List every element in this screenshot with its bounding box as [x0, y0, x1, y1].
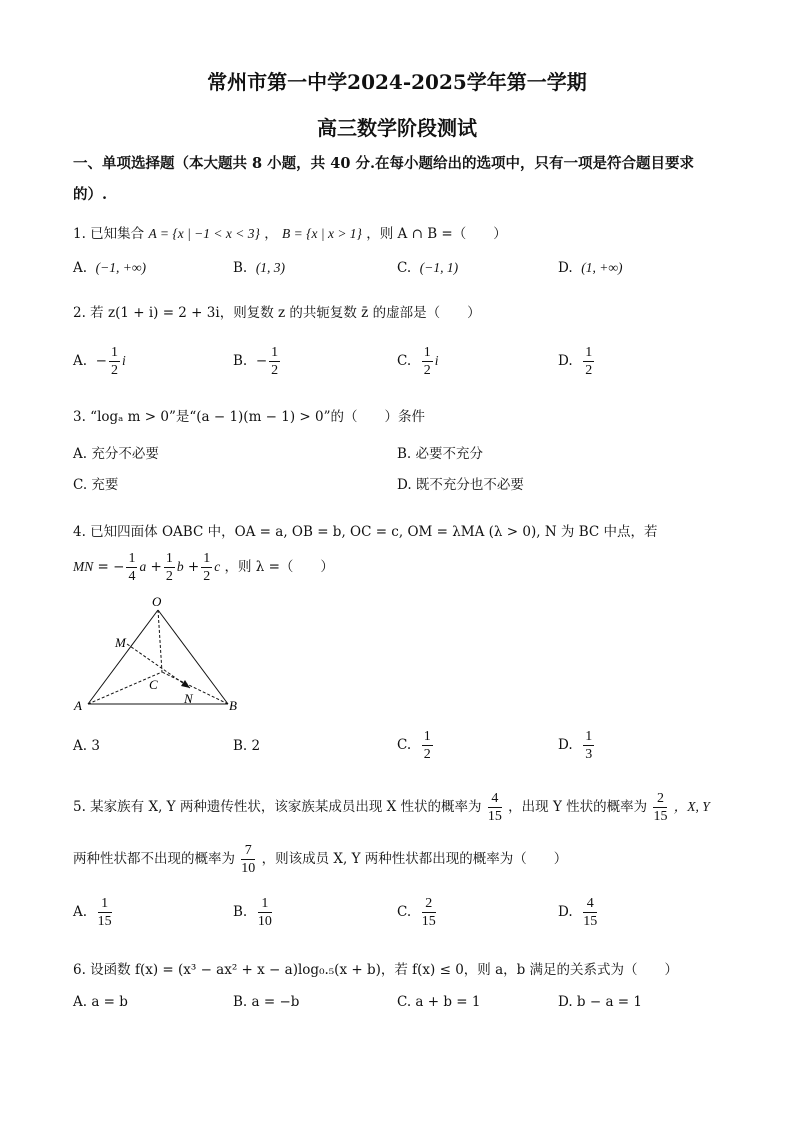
set-a: A = {x | −1 < x < 3} [148, 226, 260, 241]
q3-option-d: D. 既不充分也不必要 [397, 477, 524, 493]
section-heading: 一、单项选择题（本大题共 8 小题，共 40 分.在每小题给出的选项中，只有一项是符合题目要求的）. [73, 155, 695, 203]
q6-option-d: D. b − a = 1 [558, 994, 642, 1010]
vector-mn [127, 644, 190, 688]
q3-option-c: C. 充要 [73, 477, 119, 493]
q2-option-d: D. $\frac{1}{2}$ [558, 345, 593, 378]
exam-title: 常州市第一中学2024-2025学年第一学期 [207, 70, 587, 94]
q3-option-a: A. 充分不必要 [73, 446, 159, 462]
set-b: B = {x | x > 1} [282, 226, 362, 241]
edge-oa [88, 610, 158, 704]
q6-option-a: A. a = b [73, 994, 128, 1010]
q4-option-c: C. $\frac{1}{2}$ [397, 729, 431, 762]
q1-option-b: B. (1, 3) [233, 260, 286, 276]
label-b: B [229, 698, 237, 713]
question-3-stem: 3. “logₐ m > 0”是“(a − 1)(m − 1) > 0”的（ ）条件 [73, 409, 426, 425]
q5-option-d: D. $\frac{4}{15}$ [558, 896, 598, 929]
q1-option-a: A. (−1, +∞) [73, 260, 146, 276]
q6-option-b: B. a = −b [233, 994, 300, 1010]
edge-bc [162, 672, 228, 704]
q1-option-d: D. (1, +∞) [558, 260, 623, 276]
question-5-stem-line2: 两种性状都不出现的概率为 $\frac{7}{10}$ ，则该成员 X, Y 两种性状都出现的概率为（ ） [73, 843, 568, 876]
question-4-stem-line1: 4. 已知四面体 OABC 中，OA = a, OB = b, OC = c, OM = λMA (λ > 0), N 为 BC 中点，若 [73, 524, 658, 540]
question-6-stem: 6. 设函数 f(x) = (x³ − ax² + x − a)log₀.₅(x + b)，若 f(x) ≤ 0，则 a，b 满足的关系式为（ ） [73, 962, 679, 978]
edge-ob [158, 610, 228, 704]
q4-option-a: A. 3 [73, 738, 100, 754]
vector-mn-arrowhead [181, 680, 190, 688]
q2-option-a: A. − $\frac{1}{2}$ i [73, 345, 126, 378]
q4-option-b: B. 2 [233, 738, 261, 754]
q4-option-d: D. $\frac{1}{3}$ [558, 729, 593, 762]
question-4-stem-line2: MN = − $\frac{1}{4}$ a + $\frac{1}{2}$ b + $\frac{1}{2}$ c ，则 λ =（ ） [73, 551, 334, 584]
label-o: O [152, 594, 162, 609]
label-a: A [74, 698, 82, 713]
label-m: M [115, 635, 126, 650]
label-c: C [149, 677, 158, 692]
edge-oc [158, 610, 162, 672]
question-5-stem-line1: 5. 某家族有 X, Y 两种遗传性状，该家族某成员出现 X 性状的概率为 $\frac{4}{15}$ ，出现 Y 性状的概率为 $\frac{2}{15}$ ，X, Y [73, 791, 710, 824]
q2-option-c: C. $\frac{1}{2}$ i [397, 345, 439, 378]
q5-option-a: A. $\frac{1}{15}$ [73, 896, 112, 929]
q5-option-b: B. $\frac{1}{10}$ [233, 896, 272, 929]
q2-option-b: B. − $\frac{1}{2}$ [233, 345, 279, 378]
q1-option-c: C. (−1, 1) [397, 260, 459, 276]
exam-subtitle: 高三数学阶段测试 [317, 116, 477, 140]
tetrahedron-figure [70, 592, 250, 717]
question-2-stem: 2. 若 z(1 + i) = 2 + 3i，则复数 z 的共轭复数 z̄ 的虚部是（ ） [73, 305, 481, 321]
q6-option-c: C. a + b = 1 [397, 994, 481, 1010]
q5-option-c: C. $\frac{2}{15}$ [397, 896, 436, 929]
q3-option-b: B. 必要不充分 [397, 446, 484, 462]
question-1-stem: 1. 已知集合 A = {x | −1 < x < 3} ， B = {x | x > 1} ，则 A ∩ B =（ ） [73, 226, 507, 242]
label-n: N [184, 691, 193, 706]
